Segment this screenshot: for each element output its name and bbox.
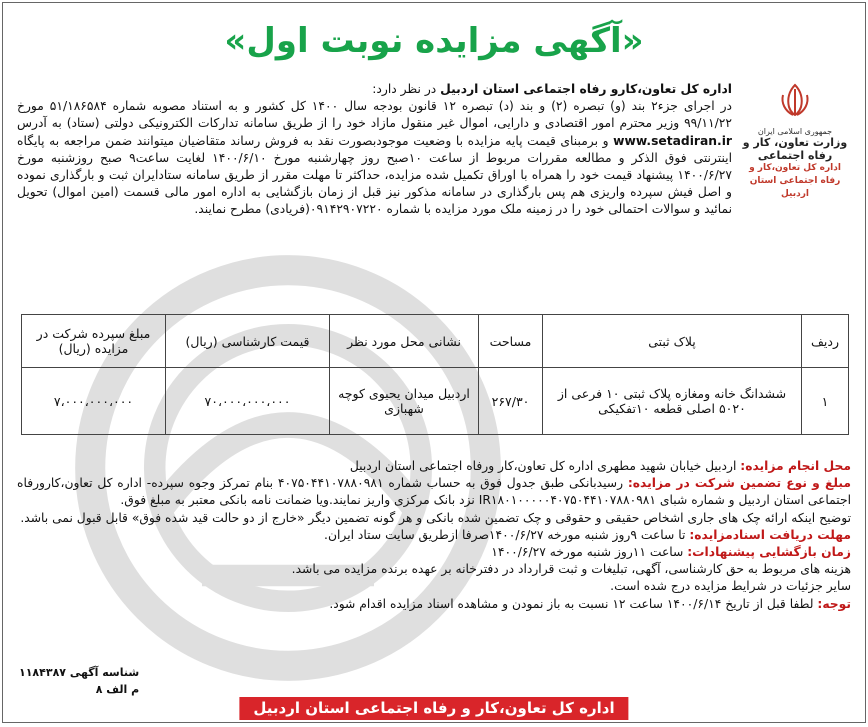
deadline-line xyxy=(17,527,851,544)
venue-line xyxy=(17,458,851,475)
intro-text-2: و برمبنای قیمت پایه مزایده با وضعیت موجودبصورت نقد به فروش رساند متقاضیان میتوانند ضمن مراجعه به پایگاه اینترنتی فوق الذکر و مطالعه مقررات مربوط از ساعت ۱۰صبح روز چهارشنبه مورخ ۱۴۰۰/۶/۱۰ لغایت ساعت۹ صبح روزشنبه مورخ ۱۴۰۰/۶/۲۷ پیشنهاد قیمت خود را همراه با اوراق تکمیل شده مزایده، حداکثر تا مهلت مقرر از طریق سامانه ستادایران ثبت و بارگذاری نموده و اصل فیش سپرده واریزی هم پس بارگذاری در سامانه مذکور نیز قبل از زمان بازگشایی به اداره امور مالی قسمت (امین اموال) تحویل نمائید و سوالات احتمالی خود را در زمینه ملک مورد مزایده با شماره ۰۹۱۴۲۹۰۷۲۲۰(فریادی) مطرح نمایند. xyxy=(17,133,733,217)
notice-page xyxy=(2,2,866,723)
guarantee-label: مبلغ و نوع تضمین شرکت در مزایده: xyxy=(627,476,851,491)
guarantee-line xyxy=(17,475,851,509)
deadline-text: تا ساعت ۹روز شنبه مورخه ۱۴۰۰/۶/۲۷صرفا ازطریق سایت ستاد ایران. xyxy=(324,527,690,542)
col-area: مساحت xyxy=(479,315,543,368)
intro-text-1: در اجرای جزء۲ بند (و) تبصره (۲) و بند (د) تبصره ۱۲ قانون بودجه سال ۱۴۰۰ کل کشور و به استناد مصوبه شماره ۵۱/۱۸۶۵۸۴ مورخ ۹۹/۱۱/۲۲ وزیر محترم امور اقتصادی و دارایی، اموال غیر منقول مازاد خود را از طریق سامانه تدارکات الکترونیکی دولتی (ستاد) به آدرس xyxy=(17,99,732,131)
attention-label: توجه: xyxy=(817,596,851,611)
guarantee-text: رسیدبانکی طبق جدول فوق به حساب شماره ۴۰۷۵۰۴۴۱۰۷۸۸۰۹۸۱ بنام تمرکز وجوه سپرده- اداره کل تعاون،کارورفاه اجتماعی استان اردبیل و شماره شبای IR۱۸۰۱۰۰۰۰۰۴۰۷۵۰۴۴۱۰۷۸۸۰۹۸۱ نزد بانک مرکزی واریز نمایند.ویا ضمانت نامه بانکی معتبر به مبلغ فوق. xyxy=(17,476,851,508)
opening-line xyxy=(17,544,851,561)
deadline-label: مهلت دریافت اسنادمزایده: xyxy=(689,527,851,542)
logo-office: اداره کل تعاون،کار و رفاه اجتماعی استان اردبیل xyxy=(749,163,841,199)
col-deposit: مبلغ سپرده شرکت در مزایده (ریال) xyxy=(22,315,166,368)
cell-expert-price: ۷۰،۰۰۰،۰۰۰،۰۰۰ xyxy=(166,368,330,435)
venue-label: محل انجام مزایده: xyxy=(740,459,851,473)
details-section xyxy=(17,458,851,613)
venue-text: اردبیل خیابان شهید مطهری اداره کل تعاون،کار ورفاه اجتماعی استان اردبیل xyxy=(349,459,741,473)
opening-label: زمان بازگشایی پیشنهادات: xyxy=(687,545,851,560)
auction-table xyxy=(21,314,849,435)
iran-emblem-icon xyxy=(775,81,815,121)
org-suffix: در نظر دارد: xyxy=(372,82,441,96)
notice-title: «آگهی مزایده نوبت اول» xyxy=(224,21,644,61)
other-line: سایر جزئیات در شرایط مزایده درج شده است. xyxy=(610,579,851,594)
costs-line: هزینه های مربوط به حق کارشناسی، آگهی، تبلیغات و ثبت قرارداد در دفترخانه بر عهده برنده مزایده می باشد. xyxy=(291,562,851,577)
cell-index: ۱ xyxy=(802,368,849,435)
col-expert-price: قیمت کارشناسی (ریال) xyxy=(166,315,330,368)
attention-line xyxy=(17,596,851,613)
table-header-row xyxy=(22,315,849,368)
org-name: اداره کل تعاون،کارو رفاه اجتماعی استان اردبیل xyxy=(440,82,732,96)
ministry-logo xyxy=(739,81,851,201)
attention-text: لطفا قبل از تاریخ ۱۴۰۰/۶/۱۴ ساعت ۱۲ نسبت به باز نمودن و مشاهده اسناد مزایده اقدام شود. xyxy=(329,596,818,611)
ad-identifier xyxy=(19,664,139,698)
cell-plaque: ششدانگ خانه ومغازه پلاک ثبتی ۱۰ فرعی از ۵۰۲۰ اصلی قطعه ۱۰تفکیکی xyxy=(543,368,802,435)
setad-website-link[interactable]: www.setadiran.ir xyxy=(613,133,732,148)
col-index: ردیف xyxy=(802,315,849,368)
cell-area: ۲۶۷/۳۰ xyxy=(479,368,543,435)
ad-id: شناسه آگهی ۱۱۸۴۳۸۷ xyxy=(19,666,140,679)
logo-ministry: وزارت تعاون، کار و رفاه اجتماعی xyxy=(742,136,848,162)
ad-code: م الف ۸ xyxy=(95,683,140,696)
col-plaque: پلاک ثبتی xyxy=(543,315,802,368)
cell-address: اردبیل میدان یحیوی کوچه شهبازی xyxy=(330,368,479,435)
cell-deposit: ۷،۰۰۰،۰۰۰،۰۰۰ xyxy=(22,368,166,435)
logo-country: جمهوری اسلامی ایران xyxy=(757,127,833,136)
col-address: نشانی محل مورد نظر xyxy=(330,315,479,368)
footer-banner: اداره کل تعاون،کار و رفاه اجتماعی استان اردبیل xyxy=(239,697,628,720)
opening-text: ساعت ۱۱روز شنبه مورخه ۱۴۰۰/۶/۲۷ xyxy=(491,545,688,560)
note-line: توضیح اینکه ارائه چک های جاری اشخاص حقیقی و حقوقی و چک تضمین شده بانکی و هر گونه تضمین دیگر «خارج از دو حالت قید شده فوق» قابل قبول نمی باشد. xyxy=(20,510,851,525)
intro-paragraph xyxy=(17,81,732,219)
table-row xyxy=(22,368,849,435)
